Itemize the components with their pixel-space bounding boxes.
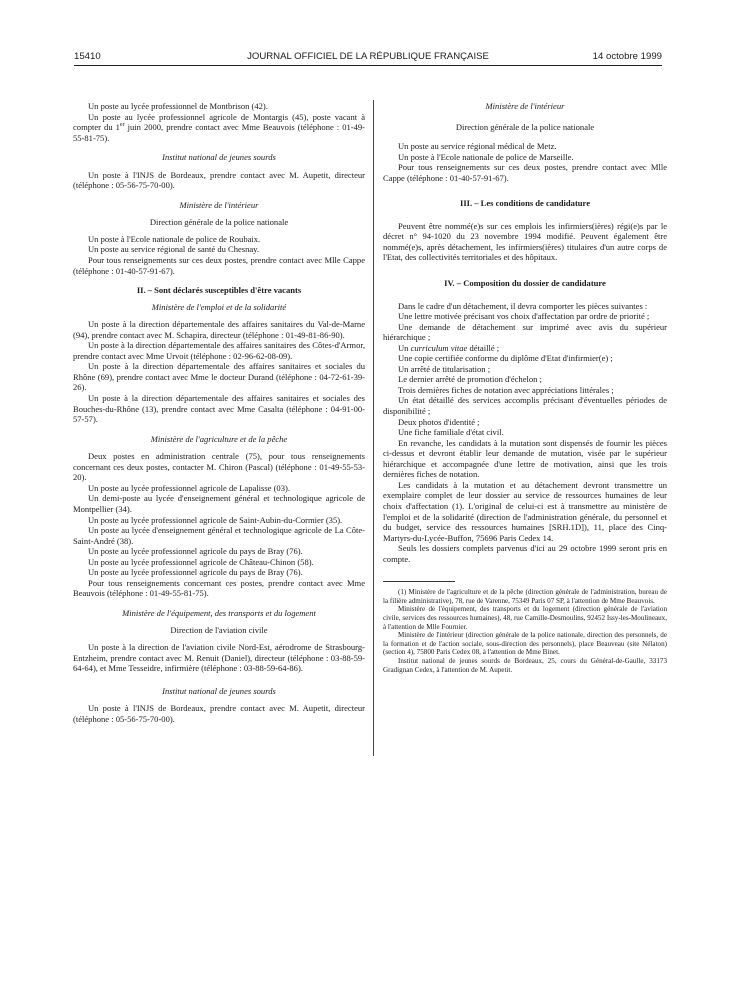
paragraph: Pour tous renseignements sur ces deux postes, prendre contact avec Mlle Cappe (téléphone : 01-40-57-91-67). xyxy=(383,162,667,183)
list-item: Le dernier arrêté de promotion d'échelon ; xyxy=(398,374,542,385)
paragraph: Un poste au lycée professionnel agricole du pays de Bray (76). xyxy=(88,546,303,557)
list-item: Un arrêté de titularisation ; xyxy=(398,363,491,374)
footnote: (1) Ministère de l'agriculture et de la pêche (direction générale de l'administration, bureau de la filière administrative), 78, rue de Varenne, 75349 Paris 07 SP, à l'attention de Mme Beauvois. xyxy=(383,588,667,605)
paragraph: Un poste au lycée professionnel agricole de Montargis (45), poste vacant à compter du 1er juin 2000, prendre contact avec Mme Beauvois (téléphone : 01-49-55-81-75). xyxy=(73,111,365,143)
page-number: 15410 xyxy=(74,51,101,62)
paragraph: Un poste à la direction départementale des affaires sanitaires et sociales des Bouches-du-Rhône (13), prendre contact avec Mme Casalta (téléphone : 04-91-00-57-57). xyxy=(73,393,365,425)
list-item: Un curriculum vitae détaillé ; xyxy=(398,342,500,353)
ministry-heading: Ministère de l'équipement, des transports et du logement xyxy=(122,607,316,618)
paragraph: Un poste au lycée professionnel agricole de Château-Chinon (58). xyxy=(88,556,314,567)
paragraph: Un poste au lycée professionnel agricole de Saint-Aubin-du-Cormier (35). xyxy=(88,514,343,525)
ministry-heading: Ministère de l'intérieur xyxy=(179,199,259,210)
direction-heading: Direction générale de la police nationale xyxy=(455,121,595,132)
paragraph: Les candidats à la mutation et au détachement devront transmettre un exemplaire complet de leur dossier au service de ressources humaines de leur choix d'affectation (1). L'original de celui-ci est à transmettre au ministère de l'emploi et de la solidarité (direction de l'administration générale, du personnel et du budget, service des ressources humaines [SRH.1D]), 11, place des Cinq-Martyrs-du-Lycée-Buffon, 75696 Paris Cedex 14. xyxy=(383,479,667,543)
issue-date: 14 octobre 1999 xyxy=(592,51,662,62)
list-item: Trois dernières fiches de notation avec appréciations littérales ; xyxy=(398,384,614,395)
footnote: Ministère de l'intérieur (direction générale de la police nationale, direction des personnels, de la formation et de l'action sociale, sous-direction des personnels), place Beauveau (site Nélaton) (section 4), 75800 Paris Cedex 08, à l'attention de Mme Binet. xyxy=(383,631,667,657)
paragraph: Un poste au service régional de santé du Chesnay. xyxy=(88,244,260,255)
paragraph: Un poste à la direction départementale des affaires sanitaires et sociales du Rhône (69), prendre contact avec Mme le docteur Durand (téléphone : 04-72-61-39-26). xyxy=(73,361,365,393)
ministry-heading: Ministère de l'intérieur xyxy=(485,101,565,111)
journal-title: JOURNAL OFFICIEL DE LA RÉPUBLIQUE FRANÇAISE xyxy=(247,51,489,62)
list-item: Un état détaillé des services accomplis précisant d'éventuelles périodes de disponibilité ; xyxy=(383,395,667,417)
paragraph: Un poste au lycée professionnel agricole de Lapalisse (03). xyxy=(88,482,290,493)
paragraph: Un poste à la direction départementale des affaires sanitaires des Côtes-d'Armor, prendre contact avec Mme Urvoit (téléphone : 02-96-62-08-09). xyxy=(73,340,365,361)
list-item: Une demande de détachement sur imprimé avec avis du supérieur hiérarchique ; xyxy=(383,321,667,343)
paragraph: En revanche, les candidats à la mutation sont dispensés de fournir les pièces ci-dessus et devront établir leur demande de mutation, visée par le supérieur hiérarchique et accompagnée d'une lettre de motivation, ainsi que les trois dernières fiches de notation. xyxy=(383,437,667,480)
paragraph: Seuls les dossiers complets parvenus d'ici au 29 octobre 1999 seront pris en compte. xyxy=(383,543,667,564)
section-heading: IV. – Composition du dossier de candidature xyxy=(444,278,606,289)
paragraph: Un poste à la direction de l'aviation civile Nord-Est, aérodrome de Strasbourg-Entzheim, prendre contact avec M. Renuit (Daniel), directeur (téléphone : 03-88-59-64-64), et Mme Tesseidre, infirmière (téléphone : 03-88-59-64-86). xyxy=(73,641,365,674)
footnote: Ministère de l'équipement, des transports et du logement (direction générale de l'aviation civile, services des ressources humaines), 48, rue Camille-Desmoulins, 92452 Issy-les-Moulineaux, à l'attention de Mlle Fournier. xyxy=(383,605,667,631)
left-column xyxy=(73,101,365,724)
paragraph: Peuvent être nommé(e)s sur ces emplois les infirmiers(ières) régi(e)s par le décret n° 94-1020 du 23 novembre 1994 modifié. Peuvent également être nommé(e)s, après détachement, les infirmiers(ières) titulaires d'un autre corps de l'Etat, des collectivités territoriales et des hôpitaux. xyxy=(383,220,667,263)
list-item: Une copie certifiée conforme du diplôme d'Etat d'infirmier(e) ; xyxy=(398,353,613,364)
footnote: Institut national de jeunes sourds de Bordeaux, 25, cours du Général-de-Gaulle, 33173 Gradignan Cedex, à l'attention de M. Aupetit. xyxy=(383,656,667,674)
section-heading: III. – Les conditions de candidature xyxy=(460,198,590,209)
page-header xyxy=(74,49,662,66)
section-heading: II. – Sont déclarés susceptibles d'être vacants xyxy=(136,285,302,296)
footnote-rule xyxy=(383,581,455,582)
list-item: Deux photos d'identité ; xyxy=(398,416,480,427)
direction-heading: Direction de l'aviation civile xyxy=(170,625,268,636)
list-item: Une fiche familiale d'état civil. xyxy=(398,427,504,438)
paragraph: Un poste au lycée professionnel agricole du pays de Bray (76). xyxy=(88,567,303,578)
ministry-heading: Ministère de l'agriculture et de la pêche xyxy=(150,433,288,444)
paragraph: Un poste au lycée d'enseignement général et technologique agricole de La Côte-Saint-André (38). xyxy=(73,525,365,546)
paragraph: Un poste à l'INJS de Bordeaux, prendre contact avec M. Aupetit, directeur (téléphone : 05-56-75-70-00). xyxy=(73,169,365,191)
paragraph: Deux postes en administration centrale (75), pour tous renseignements concernant ces deux postes, contacter M. Chiron (Pascal) (téléphone : 01-49-55-53-20). xyxy=(73,451,365,483)
institution-heading: Institut national de jeunes sourds xyxy=(162,685,276,696)
paragraph: Un poste à l'Ecole nationale de police de Roubaix. xyxy=(88,233,261,244)
ministry-heading: Ministère de l'emploi et de la solidarité xyxy=(151,301,287,312)
right-column xyxy=(383,101,667,674)
paragraph: Pour tous renseignements concernant ces postes, prendre contact avec Mme Beauvois (téléphone : 01-49-55-81-75). xyxy=(73,577,365,599)
paragraph: Un poste à la direction départementale des affaires sanitaires du Val-de-Marne (94), prendre contact avec M. Schapira, directeur (téléphone : 01-49-81-86-90). xyxy=(73,319,365,340)
paragraph: Pour tous renseignements sur ces deux postes, prendre contact avec Mlle Cappe (téléphone : 01-40-57-91-67). xyxy=(73,255,365,276)
column-divider xyxy=(373,100,374,756)
paragraph: Dans le cadre d'un détachement, il devra comporter les pièces suivantes : xyxy=(398,300,648,311)
paragraph: Un demi-poste au lycée d'enseignement général et technologique agricole de Montpellier (34). xyxy=(73,493,365,514)
paragraph: Un poste à l'INJS de Bordeaux, prendre contact avec M. Aupetit, directeur (téléphone : 05-56-75-70-00). xyxy=(73,703,365,724)
direction-heading: Direction générale de la police nationale xyxy=(149,217,289,228)
institution-heading: Institut national de jeunes sourds xyxy=(162,152,276,163)
list-item: Une lettre motivée précisant vos choix d'affectation par ordre de priorité ; xyxy=(398,311,650,322)
paragraph: Un poste à l'Ecole nationale de police de Marseille. xyxy=(398,151,574,162)
paragraph: Un poste au service régional médical de Metz. xyxy=(398,141,557,152)
paragraph: Un poste au lycée professionnel de Montbrison (42). xyxy=(88,101,268,111)
